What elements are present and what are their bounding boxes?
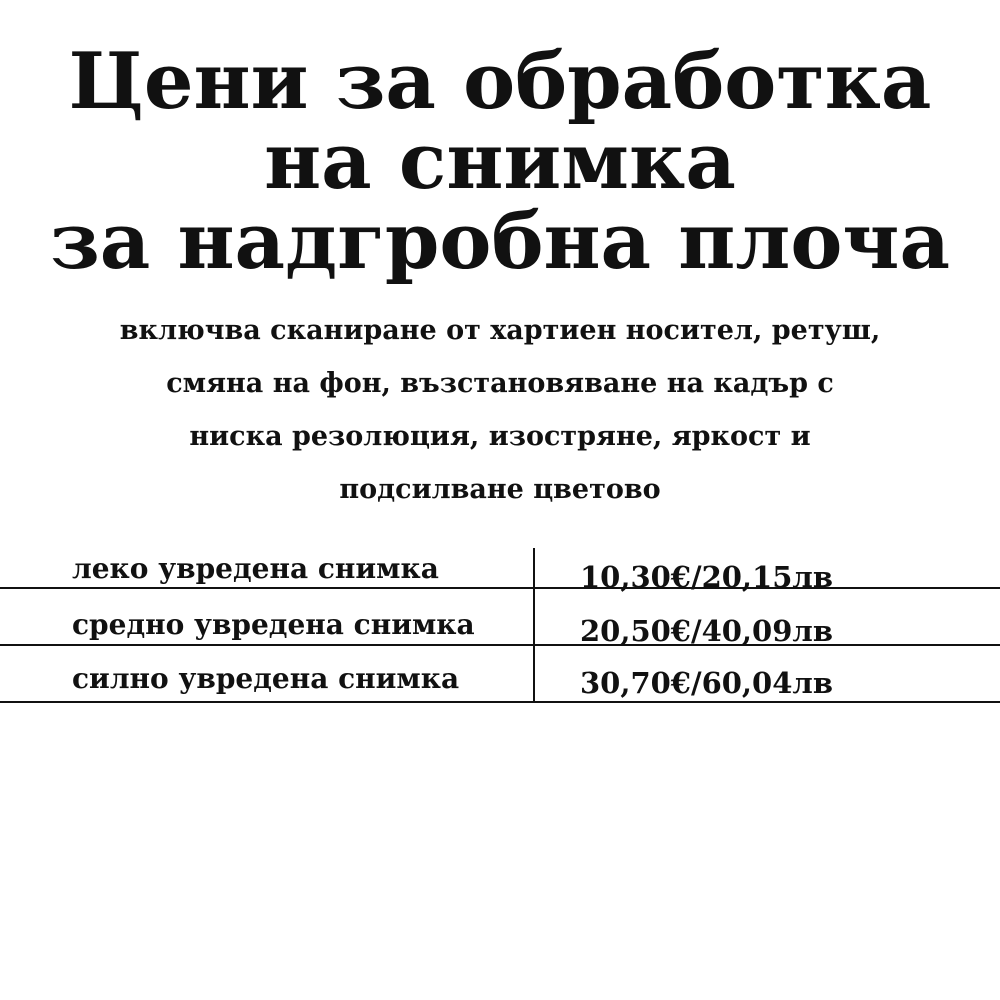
price-row-label: средно увредена снимка xyxy=(72,608,475,641)
price-table xyxy=(0,540,1000,706)
service-description xyxy=(60,304,940,516)
description-line-1: включва сканиране от хартиен носител, ретуш, xyxy=(119,315,881,346)
row-separator-3 xyxy=(0,701,1000,703)
title-line-1: Цени за обработка xyxy=(68,36,932,127)
price-row-label: леко увредена снимка xyxy=(72,552,439,585)
price-row-label: силно увредена снимка xyxy=(72,662,460,695)
price-row-value: 30,70€/60,04лв xyxy=(580,666,833,700)
title-line-3: за надгробна плоча xyxy=(49,196,950,287)
price-row-medium xyxy=(0,606,1000,662)
price-row-light xyxy=(0,550,1000,606)
row-separator-2 xyxy=(0,644,1000,646)
description-line-2: смяна на фон, възстановяване на кадър с xyxy=(166,368,834,399)
price-row-value: 10,30€/20,15лв xyxy=(580,560,833,594)
description-line-4: подсилване цветово xyxy=(339,474,661,505)
page-title xyxy=(0,36,1000,287)
description-line-3: ниска резолюция, изостряне, яркост и xyxy=(189,421,811,452)
price-row-value: 20,50€/40,09лв xyxy=(580,614,833,648)
title-line-2: на снимка xyxy=(264,116,736,207)
row-separator-1 xyxy=(0,587,1000,589)
price-row-heavy xyxy=(0,662,1000,718)
